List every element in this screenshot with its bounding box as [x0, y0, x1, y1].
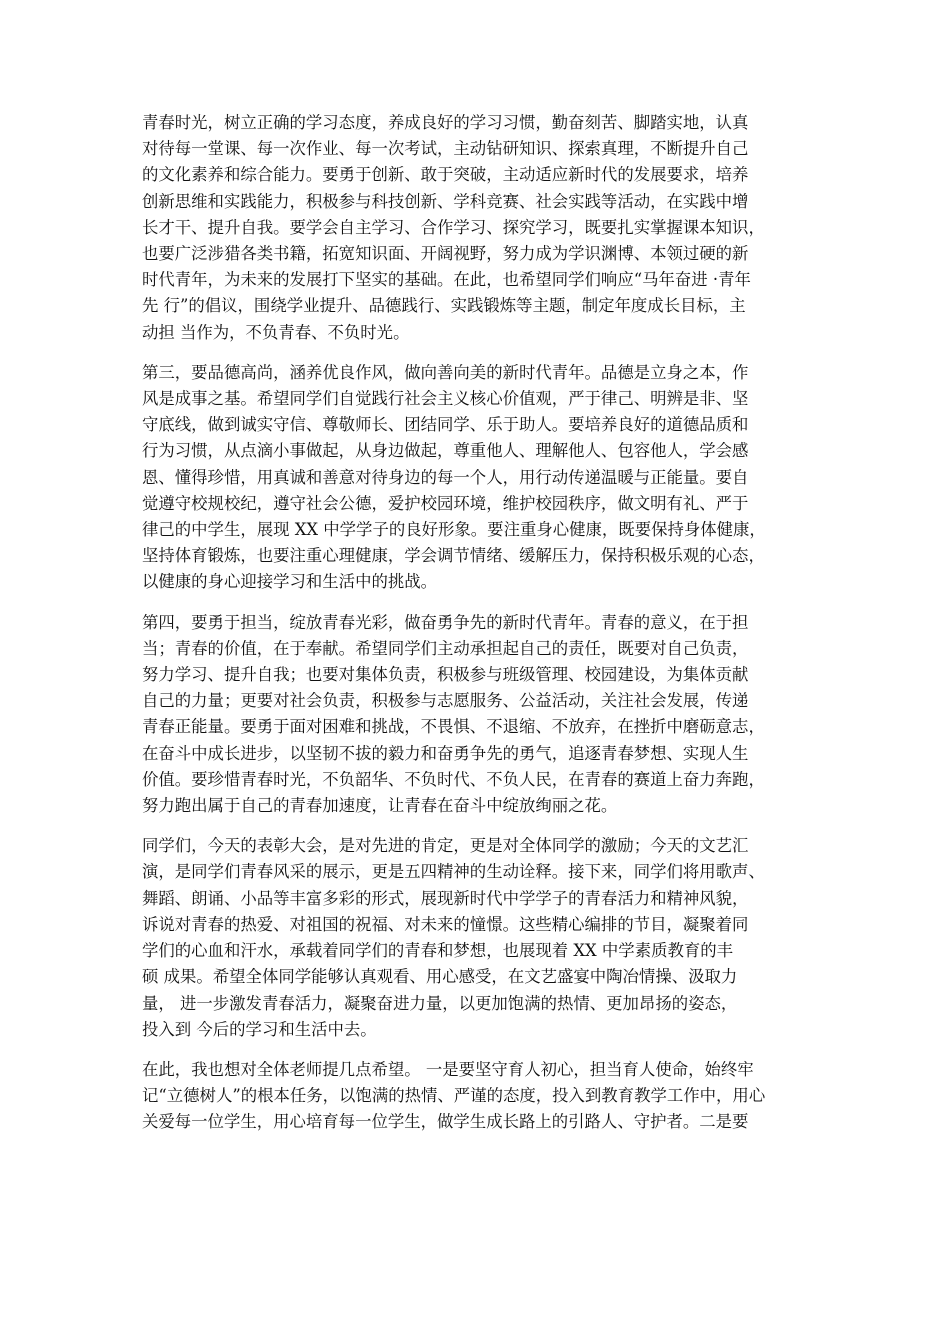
text-line: 先 行”的倡议，围绕学业提升、品德践行、实践锻炼等主题，制定年度成长目标，主 — [142, 296, 746, 316]
text-line: 当；青春的价值，在于奉献。希望同学们主动承担起自己的责任，既要对自己负责， — [142, 638, 749, 658]
text-line: 行为习惯，从点滴小事做起，从身边做起，尊重他人、理解他人、包容他人，学会感 — [142, 441, 749, 461]
text-line: 的文化素养和综合能力。要勇于创新、敢于突破，主动适应新时代的发展要求，培养 — [142, 165, 749, 185]
text-line: 恩、懂得珍惜，用真诚和善意对待身边的每一个人，用行动传递温暖与正能量。要自 — [142, 467, 749, 487]
text-line: 长才干、提升自我。要学会自主学习、合作学习、探究学习，既要扎实掌握课本知识， — [142, 217, 765, 237]
paragraph-students-address — [142, 833, 814, 1043]
text-line: 坚持体育锻炼，也要注重心理健康，学会调节情绪、缓解压力，保持积极乐观的心态， — [142, 546, 765, 566]
text-line: 量， 进一步激发青春活力，凝聚奋进力量，以更加饱满的热情、更加昂扬的姿态， — [142, 993, 738, 1013]
text-line: 努力跑出属于自己的青春加速度，让青春在奋斗中绽放绚丽之花。 — [142, 796, 618, 816]
text-line: 青春时光，树立正确的学习态度，养成良好的学习习惯，勤奋刻苦、脚踏实地，认真 — [142, 113, 749, 132]
text-line: 对待每一堂课、每一次作业、每一次考试，主动钻研知识、探索真理，不断提升自己 — [142, 139, 749, 159]
text-line: 关爱每一位学生，用心培育每一位学生，做学生成长路上的引路人、守护者。二是要 — [142, 1112, 749, 1132]
text-line: 也要广泛涉猎各类书籍，拓宽知识面、开阔视野，努力成为学识渊博、本领过硬的新 — [142, 244, 749, 264]
text-line: 自己的力量；更要对社会负责，积极参与志愿服务、公益活动，关注社会发展，传递 — [142, 691, 749, 711]
text-line: 律己的中学生，展现 XX 中学学子的良好形象。要注重身心健康，既要保持身体健康， — [142, 520, 766, 540]
text-line: 青春正能量。要勇于面对困难和挑战，不畏惧、不退缩、不放弃，在挫折中磨砺意志， — [142, 717, 765, 737]
text-line: 动担 当作为，不负青春、不负时光。 — [142, 322, 410, 342]
text-line: 投入到 今后的学习和生活中去。 — [142, 1019, 377, 1039]
paragraph-study — [142, 110, 814, 346]
text-line: 同学们，今天的表彰大会，是对先进的肯定，更是对全体同学的激励；今天的文艺汇 — [142, 836, 749, 856]
paragraph-teachers-hopes — [142, 1057, 814, 1136]
text-line: 时代青年，为未来的发展打下坚实的基础。在此，也希望同学们响应“马年奋进 ·青年 — [142, 270, 751, 290]
text-line: 守底线，做到诚实守信、尊敬师长、团结同学、乐于助人。要培养良好的道德品质和 — [142, 415, 749, 435]
text-line: 在奋斗中成长进步，以坚韧不拔的毅力和奋勇争先的勇气，追逐青春梦想、实现人生 — [142, 743, 749, 763]
paragraph-fourth-responsibility — [142, 610, 814, 820]
text-line: 演，是同学们青春风采的展示，更是五四精神的生动诠释。接下来，同学们将用歌声、 — [142, 862, 765, 882]
document-page — [142, 110, 814, 1150]
text-line: 第四，要勇于担当，绽放青春光彩，做奋勇争先的新时代青年。青春的意义，在于担 — [142, 612, 749, 632]
text-line: 以健康的身心迎接学习和生活中的挑战。 — [142, 572, 438, 592]
text-line: 第三，要品德高尚，涵养优良作风，做向善向美的新时代青年。品德是立身之本，作 — [142, 362, 749, 382]
text-line: 在此，我也想对全体老师提几点希望。 一是要坚守育人初心，担当育人使命，始终牢 — [142, 1059, 754, 1079]
text-line: 努力学习、提升自我；也要对集体负责，积极参与班级管理、校园建设，为集体贡献 — [142, 665, 749, 685]
text-line: 价值。要珍惜青春时光，不负韶华、不负时代、不负人民，在青春的赛道上奋力奔跑， — [142, 769, 765, 789]
paragraph-third-virtue — [142, 360, 814, 596]
text-line: 舞蹈、朗诵、小品等丰富多彩的形式，展现新时代中学学子的青春活力和精神风貌， — [142, 888, 749, 908]
text-line: 学们的心血和汗水，承载着同学们的青春和梦想，也展现着 XX 中学素质教育的丰 — [142, 941, 734, 961]
text-line: 觉遵守校规校纪，遵守社会公德，爱护校园环境，维护校园秩序，做文明有礼、严于 — [142, 493, 749, 513]
text-line: 创新思维和实践能力，积极参与科技创新、学科竞赛、社会实践等活动，在实践中增 — [142, 191, 749, 211]
text-line: 硕 成果。希望全体同学能够认真观看、用心感受，在文艺盛宴中陶冶情操、汲取力 — [142, 967, 738, 987]
text-line: 风是成事之基。希望同学们自觉践行社会主义核心价值观，严于律己、明辨是非、坚 — [142, 389, 749, 409]
text-line: 诉说对青春的热爱、对祖国的祝福、对未来的憧憬。这些精心编排的节目，凝聚着同 — [142, 914, 749, 934]
text-line: 记“立德树人”的根本任务，以饱满的热情、严谨的态度，投入到教育教学工作中，用心 — [142, 1086, 766, 1106]
